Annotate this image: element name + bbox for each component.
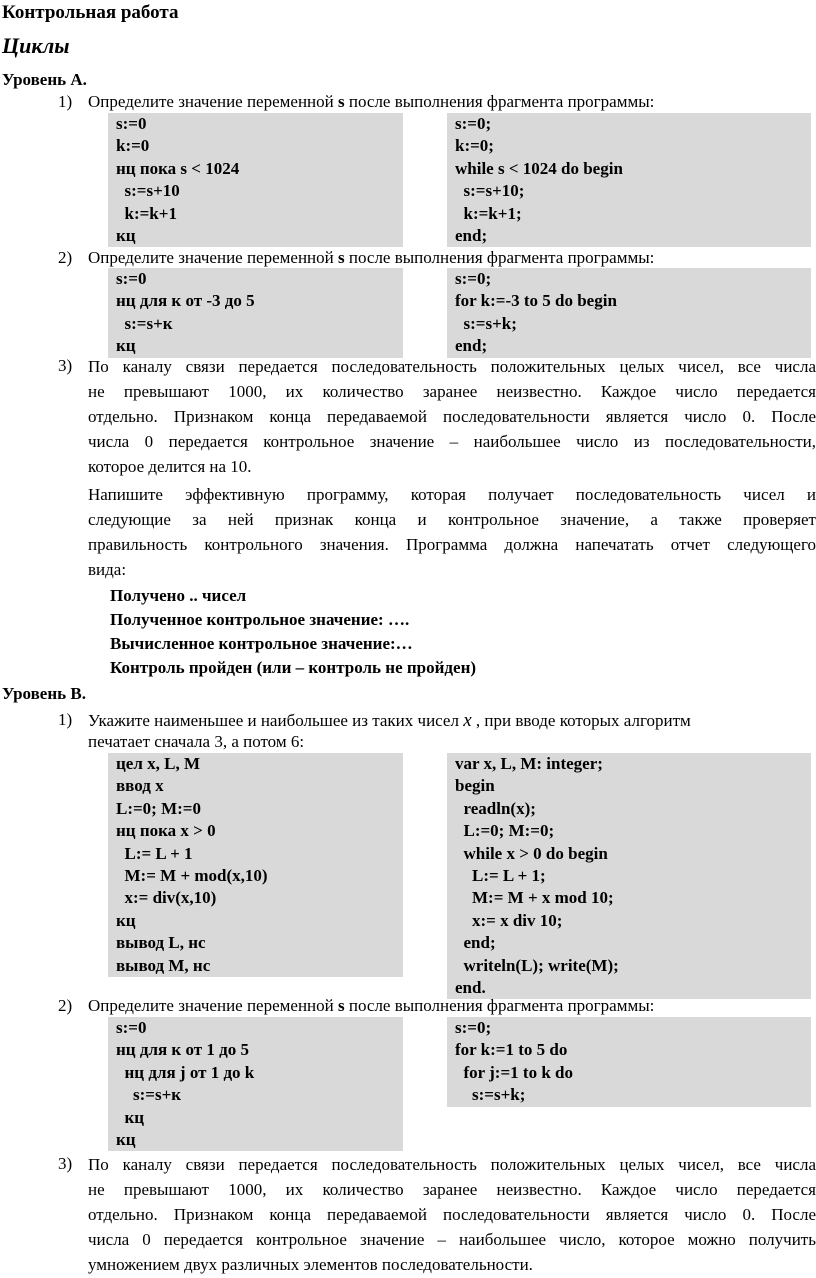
report-line: Полученное контрольное значение: ….: [110, 610, 410, 629]
code-block-algorithmic: [108, 753, 403, 977]
question-text-line2: печатает сначала 3, а потом 6:: [88, 732, 305, 751]
code-line: begin: [455, 776, 495, 796]
paragraph-line: Напишите эффективную программу, которая получает последовательность чисел и: [88, 485, 816, 504]
code-line: ввод x: [116, 776, 164, 796]
code-line: s:=0: [116, 114, 147, 133]
code-line: кц: [116, 910, 136, 930]
paragraph-line: отдельно. Признаком конца передаваемой последовательности является число 0. После: [88, 407, 816, 426]
question-number: 1): [58, 92, 73, 111]
question-paragraph: [88, 1152, 816, 1277]
code-line: end;: [455, 336, 488, 356]
code-line: L:=0; M:=0;: [455, 821, 555, 841]
question-text: Определите значение переменной s после выполнения фрагмента программы:: [88, 996, 655, 1015]
question-number: 1): [58, 710, 73, 729]
code-line: s:=0: [116, 1018, 147, 1037]
level-a-heading: Уровень А.: [2, 70, 87, 89]
code-line: end;: [455, 225, 488, 245]
paragraph-line: отдельно. Признаком конца передаваемой последовательности является число 0. После: [88, 1205, 816, 1224]
question-number: 3): [58, 1154, 73, 1173]
code-line: s:=s+к: [116, 1085, 182, 1105]
code-line: нц для j от 1 до k: [116, 1062, 255, 1082]
question-text: Укажите наименьшее и наибольшее из таких чисел x , при вводе которых алгоритм: [88, 710, 691, 731]
code-line: s:=s+к: [116, 313, 173, 333]
question-paragraph: [88, 354, 816, 479]
paragraph-line: следующие за ней признак конца и контрольное значение, а также проверяет: [88, 510, 816, 529]
code-line: end;: [455, 933, 496, 953]
report-format: [110, 584, 476, 680]
code-block-algorithmic: [108, 268, 403, 358]
code-line: вывод L, нс: [116, 933, 206, 953]
report-line: Получено .. чисел: [110, 586, 247, 605]
question-number: 2): [58, 996, 73, 1015]
code-line: s:=s+k;: [455, 1085, 526, 1105]
code-line: кц: [116, 225, 136, 245]
code-line: while s < 1024 do begin: [455, 158, 623, 178]
paragraph-line: не превышают 1000, их количество заранее неизвестно. Каждое число передается: [88, 1180, 816, 1199]
question-number: 3): [58, 356, 73, 375]
paragraph-line: вида:: [88, 560, 127, 579]
code-line: while x > 0 do begin: [455, 843, 608, 863]
code-line: s:=s+10;: [455, 181, 525, 201]
paragraph-line: числа 0 передается контрольное значение – наибольшее число из последовательности,: [88, 432, 816, 451]
code-block-pascal: [447, 113, 811, 247]
code-line: x:= div(x,10): [116, 888, 217, 908]
code-line: нц для к от -3 до 5: [116, 291, 255, 311]
code-block-pascal: [447, 753, 811, 999]
code-line: нц для к от 1 до 5: [116, 1040, 249, 1060]
paragraph-line: которое делится на 10.: [88, 457, 252, 476]
code-line: for k:=-3 to 5 do begin: [455, 291, 617, 311]
code-line: s:=s+10: [116, 181, 180, 201]
code-line: for j:=1 to k do: [455, 1062, 573, 1082]
code-line: k:=k+1: [116, 203, 177, 223]
question-number: 2): [58, 248, 73, 267]
code-line: нц пока s < 1024: [116, 158, 240, 178]
code-line: k:=k+1;: [455, 203, 522, 223]
code-line: нц пока x > 0: [116, 821, 216, 841]
paragraph-line: не превышают 1000, их количество заранее неизвестно. Каждое число передается: [88, 382, 816, 401]
code-block-algorithmic: [108, 1017, 403, 1151]
code-line: var x, L, M: integer;: [455, 754, 603, 773]
code-line: L:=0; M:=0: [116, 798, 201, 818]
code-line: s:=0;: [455, 114, 492, 133]
code-line: кц: [116, 1107, 145, 1127]
paragraph-line: По каналу связи передается последовательность положительных целых чисел, все числа: [88, 357, 816, 376]
page-subtitle: Циклы: [2, 33, 70, 58]
paragraph-line: По каналу связи передается последовательность положительных целых чисел, все числа: [88, 1155, 816, 1174]
question-text: Определите значение переменной s после выполнения фрагмента программы:: [88, 248, 655, 267]
code-line: кц: [116, 1129, 136, 1149]
code-block-algorithmic: [108, 113, 403, 247]
code-line: for k:=1 to 5 do: [455, 1040, 568, 1060]
code-line: s:=s+k;: [455, 313, 517, 333]
code-line: x:= x div 10;: [455, 910, 563, 930]
code-line: s:=0;: [455, 269, 492, 288]
code-line: L:= L + 1: [116, 843, 193, 863]
code-line: k:=0: [116, 136, 150, 156]
code-line: M:= M + mod(x,10): [116, 865, 268, 885]
code-line: вывод M, нс: [116, 955, 211, 975]
report-line: Контроль пройден (или – контроль не пройден): [110, 658, 477, 677]
code-line: кц: [116, 336, 136, 356]
code-line: writeln(L); write(M);: [455, 955, 619, 975]
paragraph-line: числа 0 передается контрольное значение – наибольшее число, которое можно получить: [88, 1230, 816, 1249]
code-line: s:=0;: [455, 1018, 492, 1037]
code-line: M:= M + x mod 10;: [455, 888, 614, 908]
code-line: L:= L + 1;: [455, 865, 546, 885]
code-line: readln(x);: [455, 798, 536, 818]
code-line: end.: [455, 977, 486, 997]
level-b-heading: Уровень В.: [2, 684, 86, 703]
code-line: цел x, L, M: [116, 754, 201, 773]
question-paragraph: [88, 482, 816, 582]
paragraph-line: правильность контрольного значения. Программа должна напечатать отчет следующего: [88, 535, 816, 554]
page-title: Контрольная работа: [2, 2, 179, 23]
code-block-pascal: [447, 268, 811, 358]
paragraph-line: умножением двух различных элементов последовательности.: [88, 1255, 533, 1274]
question-text: Определите значение переменной s после выполнения фрагмента программы:: [88, 92, 655, 111]
code-block-pascal: [447, 1017, 811, 1107]
code-line: s:=0: [116, 269, 147, 288]
report-line: Вычисленное контрольное значение:…: [110, 634, 413, 653]
code-line: k:=0;: [455, 136, 494, 156]
